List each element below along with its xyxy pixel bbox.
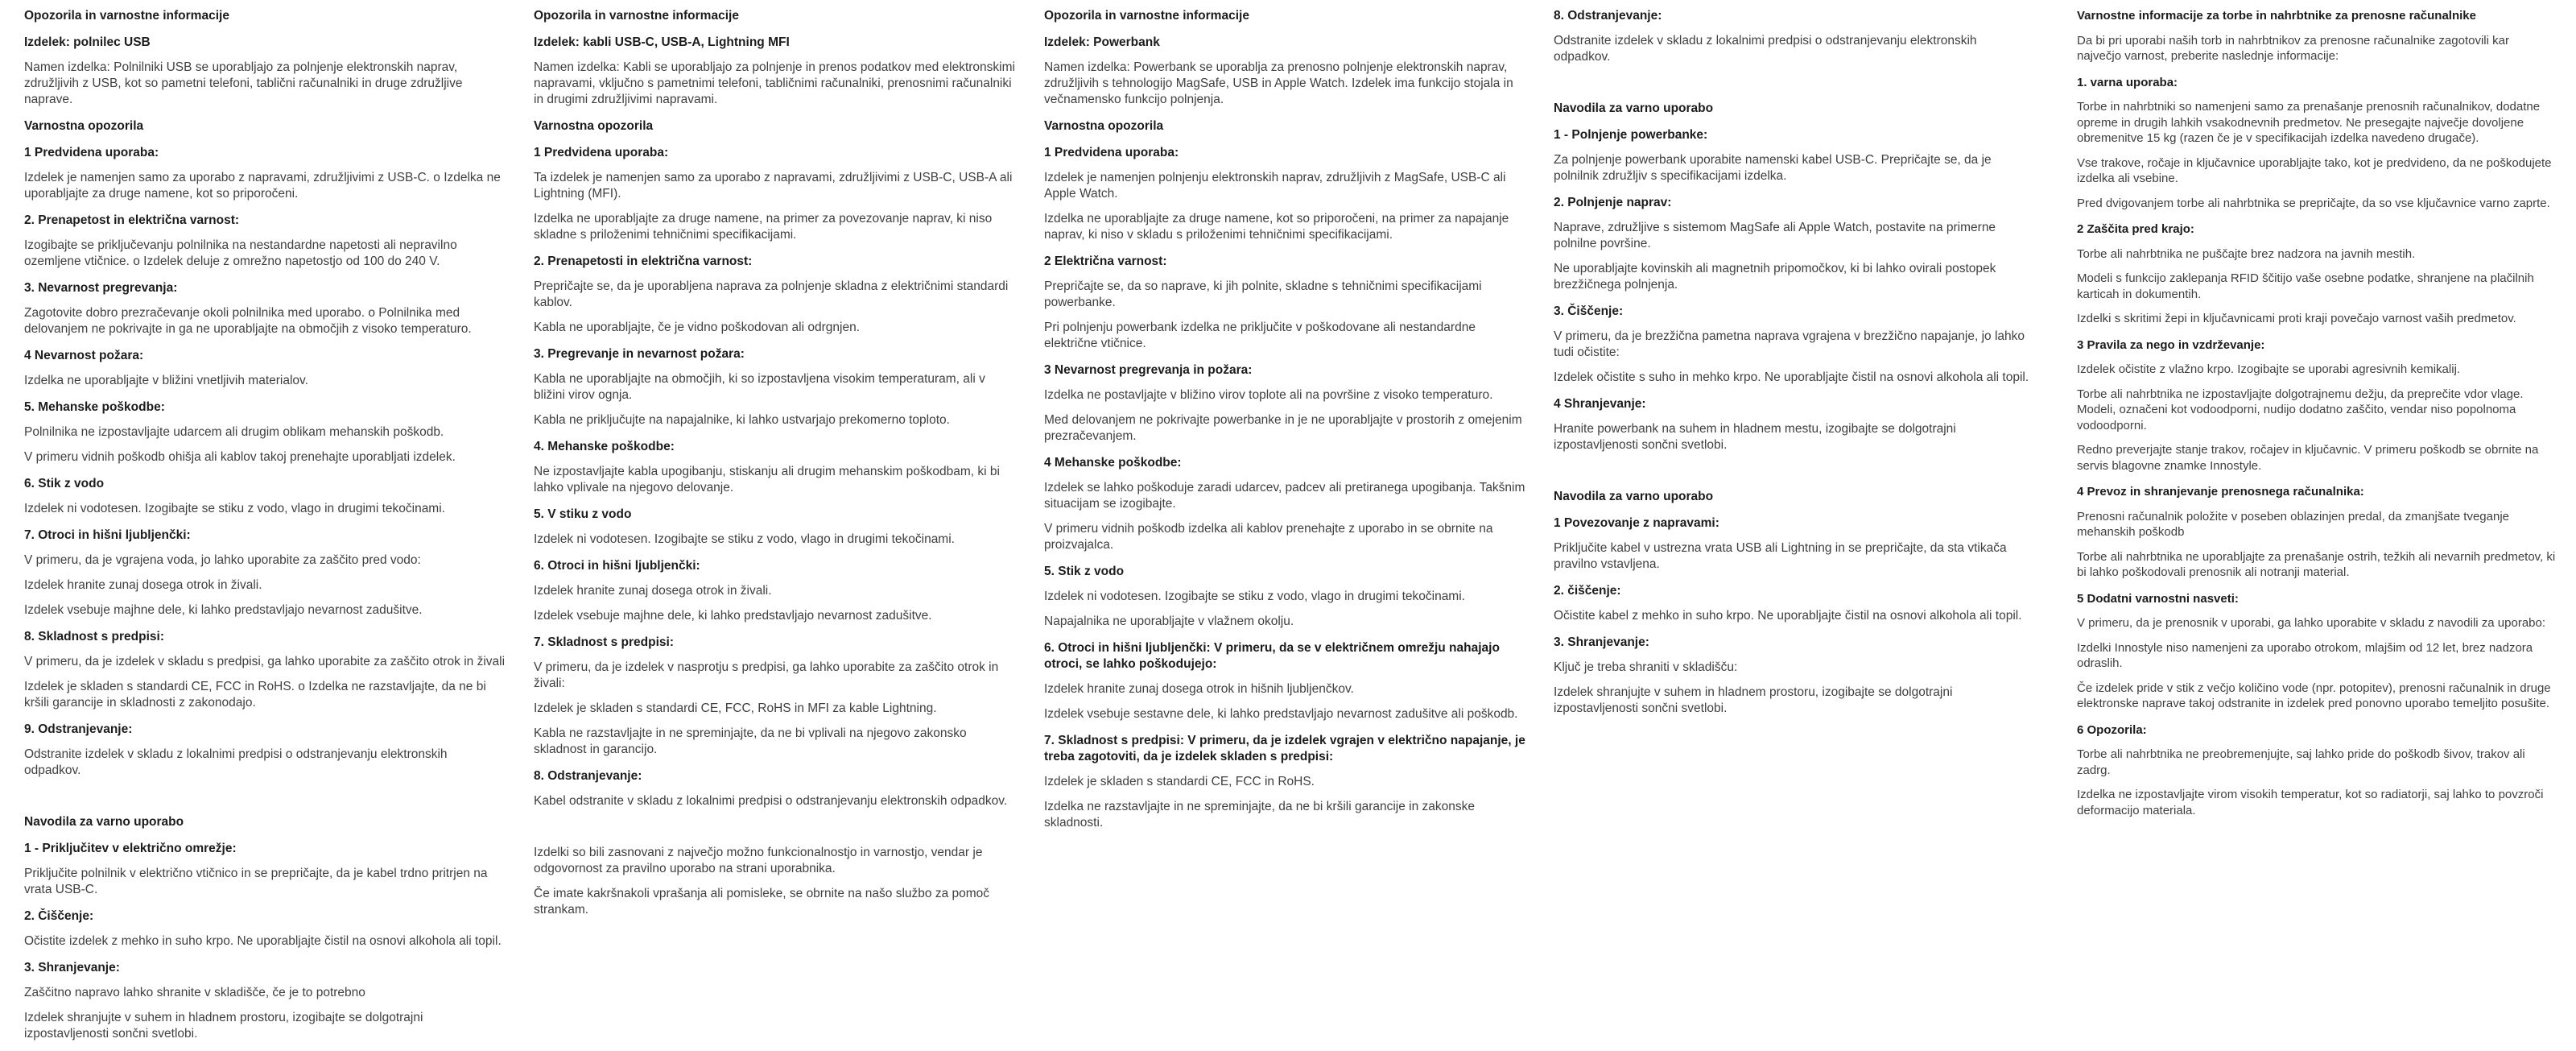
section-heading: Izdelek: kabli USB-C, USB-A, Lightning MFI <box>534 35 790 49</box>
paragraph: V primeru, da je brezžična pametna naprava vgrajena v brezžično napajanje, jo lahko tudi očistite: <box>1554 329 2025 359</box>
paragraph: Med delovanjem ne pokrivajte powerbanke in je ne uporabljajte v prostorih z omejenim prezračevanjem. <box>1044 413 1522 443</box>
paragraph: Izdelek se lahko poškoduje zaradi udarcev, padcev ali pretiranega upogibanja. Takšnim situacijam se izogibajte. <box>1044 481 1525 511</box>
paragraph: Torbe ali nahrbtnika ne izpostavljajte dolgotrajnemu dežju, da preprečite vdor vlage. Modeli, označeni kot vodoodporni, nudijo dodatno zaščito, vendar niso popolnoma vodoodporni. <box>2077 387 2524 432</box>
paragraph: Za polnjenje powerbank uporabite namenski kabel USB-C. Prepričajte se, da je polnilnik združljiv s specifikacijami izdelka. <box>1554 153 1992 183</box>
section-heading: 4 Mehanske poškodbe: <box>1044 456 1182 470</box>
section-heading: Navodila za varno uporabo <box>1554 101 1714 115</box>
paragraph: Torbe ali nahrbtnika ne uporabljajte za prenašanje ostrih, težkih ali nevarnih predmetov, ki bi lahko poškodovali prenosnik ali notranji material. <box>2077 549 2556 579</box>
section-heading: Opozorila in varnostne informacije <box>24 9 229 23</box>
section-heading: 8. Odstranjevanje: <box>534 769 642 783</box>
column-powerbank <box>1044 8 1527 840</box>
section-heading: 5. Mehanske poškodbe: <box>24 400 165 414</box>
section-heading: 3. Shranjevanje: <box>1554 635 1649 649</box>
paragraph: Odstranite izdelek v skladu z lokalnimi predpisi o odstranjevanju elektronskih odpadkov. <box>24 747 448 777</box>
column-torbe-nahrbtniki <box>2077 8 2557 827</box>
section-heading: Varnostna opozorila <box>534 119 654 133</box>
section-heading: 3. Čiščenje: <box>1554 304 1624 318</box>
paragraph: Zaščitno napravo lahko shranite v skladišče, če je to potrebno <box>24 986 365 999</box>
paragraph: Očistite kabel z mehko in suho krpo. Ne uporabljajte čistil na osnovi alkohola ali topil. <box>1554 609 2022 623</box>
section-heading: 1 Predvidena uporaba: <box>534 146 669 159</box>
paragraph: Ta izdelek je namenjen samo za uporabo z napravami, združljivimi z USB-C, USB-A ali Lightning (MFI). <box>534 171 1013 201</box>
section-heading: 7. Skladnost s predpisi: <box>534 635 674 649</box>
section-heading: 1 - Priključitev v električno omrežje: <box>24 842 237 855</box>
section-heading: 5 Dodatni varnostni nasveti: <box>2077 591 2239 606</box>
paragraph: Izdelek je skladen s standardi CE, FCC in RoHS. <box>1044 775 1315 788</box>
section-heading: Navodila za varno uporabo <box>1554 490 1714 503</box>
paragraph: Torbe ali nahrbtnika ne puščajte brez nadzora na javnih mestih. <box>2077 246 2416 261</box>
section-heading: 1 - Polnjenje powerbanke: <box>1554 128 1708 142</box>
section-heading: Varnostne informacije za torbe in nahrbtnike za prenosne računalnike <box>2077 9 2476 23</box>
paragraph: Prenosni računalnik položite v poseben oblazinjen predal, da zmanjšate tveganje mehanskih poškodb <box>2077 509 2510 539</box>
section-heading: 2 Zaščita pred krajo: <box>2077 222 2194 236</box>
section-heading: Varnostna opozorila <box>1044 119 1164 133</box>
paragraph: Namen izdelka: Kabli se uporabljajo za polnjenje in prenos podatkov med elektronskimi napravami, vključno s pametnimi telefoni, tabličnimi računalniki, prenosnimi računalniki in drugimi združljivimi napravami. <box>534 60 1015 106</box>
section-heading: 5. V stiku z vodo <box>534 507 632 521</box>
paragraph: Prepričajte se, da so naprave, ki jih polnite, skladne s tehničnimi specifikacijami powerbanke. <box>1044 279 1482 309</box>
section-heading: Opozorila in varnostne informacije <box>1044 9 1249 23</box>
paragraph: Hranite powerbank na suhem in hladnem mestu, izogibajte se dolgotrajni izpostavljenosti sončni svetlobi. <box>1554 422 1956 452</box>
column-powerbank-navodila <box>1554 8 2037 726</box>
paragraph: Kabel odstranite v skladu z lokalnimi predpisi o odstranjevanju elektronskih odpadkov. <box>534 794 1008 808</box>
paragraph: V primeru, da je prenosnik v uporabi, ga lahko uporabite v skladu z navodili za uporabo: <box>2077 616 2546 630</box>
paragraph: Vse trakove, ročaje in ključavnice uporabljajte tako, kot je predvideno, da ne poškodujete izdelka ali vsebine. <box>2077 155 2552 185</box>
paragraph: Ne izpostavljajte kabla upogibanju, stiskanju ali drugim mehanskim poškodbam, ki bi lahko vplivale na njegovo delovanje. <box>534 465 1000 494</box>
paragraph: Izdelek hranite zunaj dosega otrok in živali. <box>534 584 772 598</box>
paragraph: Kabla ne uporabljajte, če je vidno poškodovan ali odrgnjen. <box>534 321 861 334</box>
section-heading: 9. Odstranjevanje: <box>24 722 133 736</box>
paragraph: Izdelki s skritimi žepi in ključavnicami proti kraji povečajo varnost vaših predmetov. <box>2077 312 2516 325</box>
section-heading: 2. Prenapetosti in električna varnost: <box>534 254 753 268</box>
paragraph: Kabla ne uporabljajte na območjih, ki so izpostavljena visokim temperaturam, ali v bližini virov ognja. <box>534 372 985 402</box>
paragraph: Pri polnjenju powerbank izdelka ne priključite v poškodovane ali nestandardne električne vtičnice. <box>1044 321 1476 350</box>
paragraph: Izdelka ne uporabljajte za druge namene, na primer za povezovanje naprav, ki niso skladne s priloženimi tehničnimi specifikacijami. <box>534 212 993 242</box>
section-heading: 5. Stik z vodo <box>1044 565 1125 578</box>
paragraph: Izdelki Innostyle niso namenjeni za uporabo otrokom, mlajšim od 12 let, brez nadzora odraslih. <box>2077 640 2533 670</box>
paragraph: Polnilnika ne izpostavljajte udarcem ali drugim oblikam mehanskih poškodb. <box>24 425 444 439</box>
paragraph: Izogibajte se priključevanju polnilnika na nestandardne napetosti ali nepravilno ozemljene vtičnice. o Izdelek deluje z omrežno napetostjo od 100 do 240 V. <box>24 238 457 268</box>
paragraph: Torbe ali nahrbtnika ne preobremenjujte, saj lahko pride do poškodb šivov, trakov ali zadrg. <box>2077 747 2525 777</box>
paragraph: Izdelek hranite zunaj dosega otrok in hišnih ljubljenčkov. <box>1044 682 1354 696</box>
paragraph: Če imate kakršnakoli vprašanja ali pomisleke, se obrnite na našo službo za pomoč strankam. <box>534 887 990 917</box>
paragraph: Izdelka ne uporabljajte za druge namene, kot so priporočeni, na primer za napajanje naprav, ki niso v skladu s priloženimi tehničnimi specifikacijami. <box>1044 212 1509 242</box>
section-heading: 2. čiščenje: <box>1554 584 1621 598</box>
section-heading: 1 Povezovanje z napravami: <box>1554 516 1719 530</box>
column-polnilec-usb <box>24 8 507 1051</box>
paragraph: Priključite kabel v ustrezna vrata USB ali Lightning in se prepričajte, da sta vtikača pravilno vstavljena. <box>1554 541 2007 571</box>
section-heading: Izdelek: polnilec USB <box>24 35 151 49</box>
section-heading: 1 Predvidena uporaba: <box>1044 146 1179 159</box>
paragraph: Ne uporabljajte kovinskih ali magnetnih pripomočkov, ki bi lahko ovirali postopek brezžičnega polnjenja. <box>1554 262 1996 292</box>
paragraph: Prepričajte se, da je uporabljena naprava za polnjenje skladna z električnimi standardi kablov. <box>534 279 1009 309</box>
paragraph: V primeru vidnih poškodb izdelka ali kablov prenehajte z uporabo in se obrnite na proizvajalca. <box>1044 522 1493 552</box>
paragraph: Če izdelek pride v stik z večjo količino vode (npr. potopitev), prenosni računalnik in druge elektronske naprave takoj odstranite in izdelek pred ponovno uporabo temeljito posušite. <box>2077 681 2551 710</box>
section-heading: 8. Skladnost s predpisi: <box>24 630 164 643</box>
paragraph: Izdelka ne izpostavljajte virom visokih temperatur, kot so radiatorji, saj lahko to povzroči deformacijo materiala. <box>2077 788 2544 817</box>
section-heading: 4 Nevarnost požara: <box>24 349 144 362</box>
paragraph: Izdelek shranjujte v suhem in hladnem prostoru, izogibajte se dolgotrajni izpostavljenosti sončni svetlobi. <box>24 1011 423 1041</box>
paragraph: Kabla ne priključujte na napajalnike, ki lahko ustvarjajo prekomerno toploto. <box>534 413 950 427</box>
paragraph: Zagotovite dobro prezračevanje okoli polnilnika med uporabo. o Polnilnika med delovanjem ne pokrivajte in ga ne uporabljajte na območjih z visoko temperaturo. <box>24 306 472 336</box>
paragraph: Odstranite izdelek v skladu z lokalnimi predpisi o odstranjevanju elektronskih odpadkov. <box>1554 34 1977 64</box>
paragraph: Kabla ne razstavljajte in ne spreminjajte, da ne bi vplivali na njegovo zakonsko skladnost in garancijo. <box>534 726 967 756</box>
section-heading: 4 Shranjevanje: <box>1554 397 1646 411</box>
paragraph: Izdelka ne postavljajte v bližino virov toplote ali na površine z visoko temperaturo. <box>1044 388 1493 402</box>
paragraph: V primeru, da je izdelek v skladu s predpisi, ga lahko uporabite za zaščito otrok in živali <box>24 655 506 668</box>
paragraph: Redno preverjajte stanje trakov, ročajev in ključavnic. V primeru poškodb se obrnite na servis blagovne znamke Innostyle. <box>2077 443 2539 473</box>
paragraph: Izdelek shranjujte v suhem in hladnem prostoru, izogibajte se dolgotrajni izpostavljenosti sončni svetlobi. <box>1554 685 1953 715</box>
paragraph: Namen izdelka: Polnilniki USB se uporabljajo za polnjenje elektronskih naprav, združljivih z USB, kot so pametni telefoni, tablični računalniki in druge združljive naprave. <box>24 60 463 106</box>
section-heading: 6. Otroci in hišni ljubljenčki: <box>534 559 700 573</box>
paragraph: Izdelek je namenjen samo za uporabo z napravami, združljivimi z USB-C. o Izdelka ne uporabljajte za druge namene, kot so priporočeni. <box>24 171 501 201</box>
paragraph: Ključ je treba shraniti v skladišču: <box>1554 660 1738 674</box>
paragraph: Izdelek ni vodotesen. Izogibajte se stiku z vodo, vlago in drugimi tekočinami. <box>534 532 955 546</box>
paragraph: Torbe in nahrbtniki so namenjeni samo za prenašanje prenosnih računalnikov, dodatne opreme in drugih lahkih vsakodnevnih predmetov. Ne presegajte največje dovoljene obremenitve 15 kg (razen če je v specifikacijah izdelka navedeno drugače). <box>2077 100 2541 145</box>
paragraph: Namen izdelka: Powerbank se uporablja za prenosno polnjenje elektronskih naprav, združljivih s tehnologijo MagSafe, USB in Apple Watch. Izdelek ima funkcijo stojala in večnamensko funkcijo polnjenja. <box>1044 60 1513 106</box>
section-heading: 3. Pregrevanje in nevarnost požara: <box>534 347 745 361</box>
paragraph: Modeli s funkcijo zaklepanja RFID ščitijo vaše osebne podatke, shranjene na plačilnih karticah in dokumentih. <box>2077 271 2534 301</box>
paragraph: Da bi pri uporabi naših torb in nahrbtnikov za prenosne računalnike zagotovili kar največjo varnost, preberite naslednje informacije: <box>2077 33 2509 63</box>
paragraph: Izdelki so bili zasnovani z največjo možno funkcionalnostjo in varnostjo, vendar je odgovornost za pravilno uporabo na strani uporabnika. <box>534 846 983 875</box>
section-heading: 2. Čiščenje: <box>24 909 94 923</box>
paragraph: Izdelek očistite s suho in mehko krpo. Ne uporabljajte čistil na osnovi alkohola ali topil. <box>1554 370 2029 384</box>
paragraph: V primeru, da je izdelek v nasprotju s predpisi, ga lahko uporabite za zaščito otrok in živali: <box>534 660 999 690</box>
section-heading: 7. Skladnost s predpisi: V primeru, da je izdelek vgrajen v električno napajanje, je treba zagotoviti, da je izdelek skladen s predpisi: <box>1044 734 1525 763</box>
paragraph: Izdelka ne razstavljajte in ne spreminjajte, da ne bi kršili garancije in zakonske skladnosti. <box>1044 800 1476 830</box>
section-heading: 1 Predvidena uporaba: <box>24 146 159 159</box>
paragraph: Izdelek vsebuje majhne dele, ki lahko predstavljajo nevarnost zadušitve. <box>534 609 932 623</box>
paragraph: Izdelka ne uporabljajte v bližini vnetljivih materialov. <box>24 374 308 387</box>
section-heading: 7. Otroci in hišni ljubljenčki: <box>24 528 191 542</box>
paragraph: Pred dvigovanjem torbe ali nahrbtnika se prepričajte, da so vse ključavnice varno zaprte. <box>2077 196 2550 210</box>
section-heading: 8. Odstranjevanje: <box>1554 9 1662 23</box>
paragraph: Izdelek očistite z vlažno krpo. Izogibajte se uporabi agresivnih kemikalij. <box>2077 362 2461 376</box>
section-heading: 2. Polnjenje naprav: <box>1554 196 1672 209</box>
section-heading: 3 Pravila za nego in vzdrževanje: <box>2077 337 2265 352</box>
section-heading: Varnostna opozorila <box>24 119 144 133</box>
section-heading: 3. Nevarnost pregrevanja: <box>24 281 178 295</box>
paragraph: Napajalnika ne uporabljajte v vlažnem okolju. <box>1044 614 1294 628</box>
section-heading: 3 Nevarnost pregrevanja in požara: <box>1044 363 1253 377</box>
section-heading: Opozorila in varnostne informacije <box>534 9 739 23</box>
paragraph: Izdelek je skladen s standardi CE, FCC in RoHS. o Izdelka ne razstavljajte, da ne bi kršili garancije in skladnosti z zakonodajo. <box>24 680 486 710</box>
section-heading: 1. varna uporaba: <box>2077 75 2178 89</box>
section-heading: 4. Mehanske poškodbe: <box>534 440 675 453</box>
section-heading: 6. Otroci in hišni ljubljenčki: V primeru, da se v električnem omrežju nahajajo otroci, se lahko poškodujejo: <box>1044 641 1500 671</box>
paragraph: Izdelek vsebuje majhne dele, ki lahko predstavljajo nevarnost zadušitve. <box>24 603 423 617</box>
paragraph: Izdelek ni vodotesen. Izogibajte se stiku z vodo, vlago in drugimi tekočinami. <box>1044 590 1465 603</box>
paragraph: Izdelek je namenjen polnjenju elektronskih naprav, združljivih z MagSafe, USB-C ali Apple Watch. <box>1044 171 1506 201</box>
section-heading: 4 Prevoz in shranjevanje prenosnega računalnika: <box>2077 485 2364 499</box>
section-heading: 6 Opozorila: <box>2077 722 2147 737</box>
paragraph: V primeru, da je vgrajena voda, jo lahko uporabite za zaščito pred vodo: <box>24 553 421 567</box>
section-heading: Navodila za varno uporabo <box>24 815 184 829</box>
paragraph: V primeru vidnih poškodb ohišja ali kablov takoj prenehajte uporabljati izdelek. <box>24 450 456 464</box>
section-heading: 3. Shranjevanje: <box>24 961 120 974</box>
paragraph: Priključite polnilnik v električno vtičnico in se prepričajte, da je kabel trdno pritrjen na vrata USB-C. <box>24 867 488 896</box>
section-heading: 2 Električna varnost: <box>1044 254 1167 268</box>
paragraph: Izdelek vsebuje sestavne dele, ki lahko predstavljajo nevarnost zadušitve ali poškodb. <box>1044 707 1518 721</box>
paragraph: Naprave, združljive s sistemom MagSafe ali Apple Watch, postavite na primerne polnilne površine. <box>1554 221 1996 250</box>
paragraph: Izdelek ni vodotesen. Izogibajte se stiku z vodo, vlago in drugimi tekočinami. <box>24 502 445 515</box>
section-heading: 2. Prenapetost in električna varnost: <box>24 213 240 227</box>
column-kabli <box>534 8 1017 927</box>
section-heading: Izdelek: Powerbank <box>1044 35 1160 49</box>
paragraph: Očistite izdelek z mehko in suho krpo. Ne uporabljajte čistil na osnovi alkohola ali topil. <box>24 934 502 948</box>
paragraph: Izdelek je skladen s standardi CE, FCC, RoHS in MFI za kable Lightning. <box>534 701 937 715</box>
paragraph: Izdelek hranite zunaj dosega otrok in živali. <box>24 578 262 592</box>
section-heading: 6. Stik z vodo <box>24 477 105 490</box>
